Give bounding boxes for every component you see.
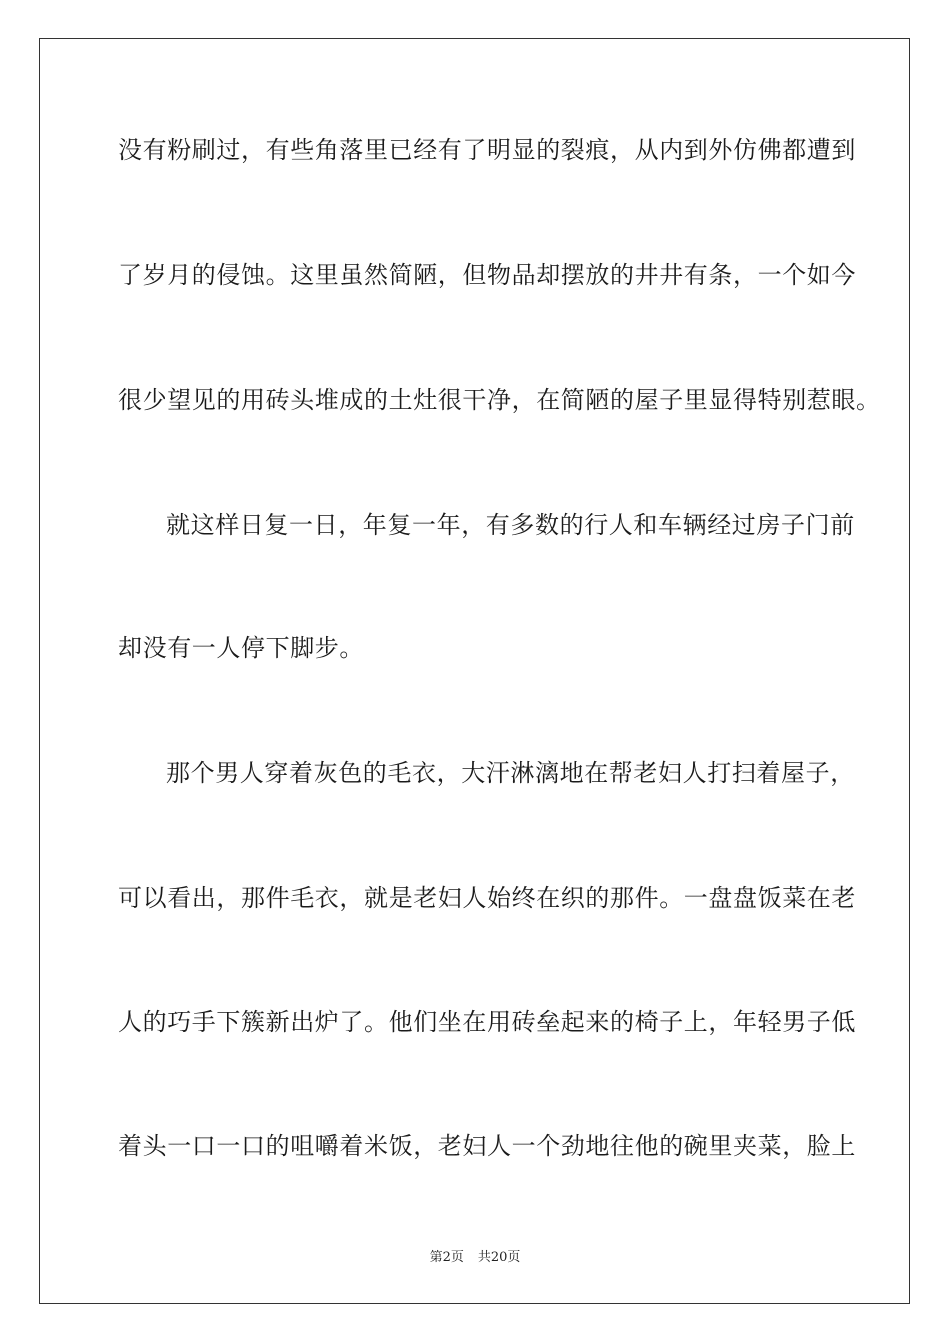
text-line-1: 没有粉刷过，有些角落里已经有了明显的裂痕，从内到外仿佛都遭到: [118, 136, 856, 164]
text-line-9: 着头一口一口的咀嚼着米饭，老妇人一个劲地往他的碗里夹菜，脸上: [118, 1132, 856, 1160]
text-line-6: 那个男人穿着灰色的毛衣，大汗淋漓地在帮老妇人打扫着屋子，: [166, 759, 855, 787]
page-footer: [0, 1246, 950, 1265]
text-line-2: 了岁月的侵蚀。这里虽然简陋，但物品却摆放的井井有条，一个如今: [118, 261, 856, 289]
text-line-4: 就这样日复一日，年复一年，有多数的行人和车辆经过房子门前: [166, 511, 855, 539]
text-line-7: 可以看出，那件毛衣，就是老妇人始终在织的那件。一盘盘饭菜在老: [118, 884, 856, 912]
text-line-3: 很少望见的用砖头堆成的土灶很干净，在简陋的屋子里显得特别惹眼。: [118, 386, 881, 414]
page-number: 第2页: [429, 1250, 464, 1265]
page-border: [39, 38, 910, 1304]
text-line-8: 人的巧手下簇新出炉了。他们坐在用砖垒起来的椅子上，年轻男子低: [118, 1008, 856, 1036]
text-line-5: 却没有一人停下脚步。: [118, 634, 364, 662]
page-total: 共20页: [477, 1250, 521, 1265]
